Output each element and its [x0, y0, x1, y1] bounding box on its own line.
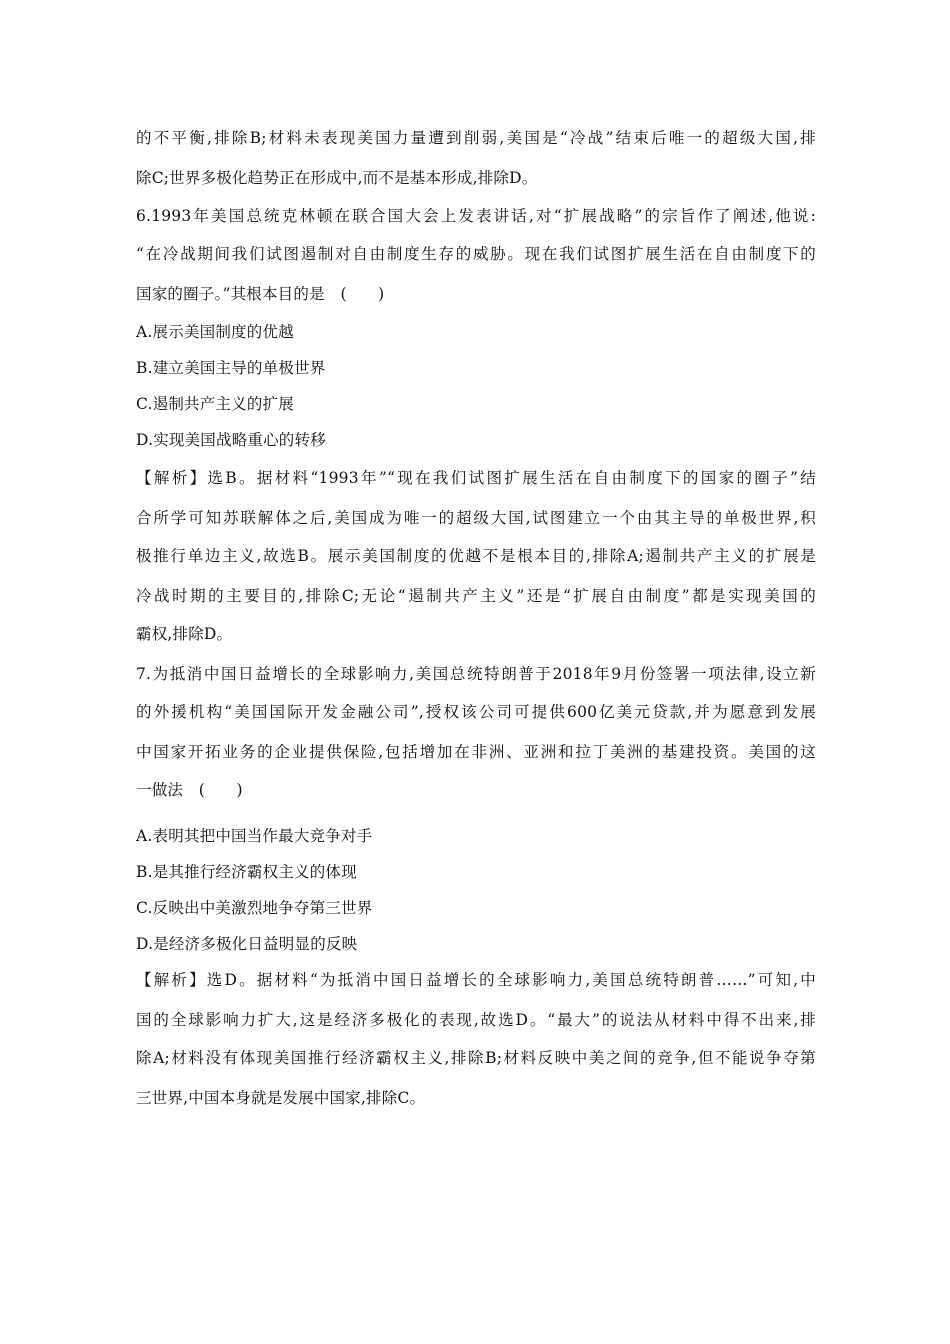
option-c: C.遏制共产主义的扩展 [136, 395, 294, 413]
text-line: 的不平衡,排除B;材料未表现美国力量遭到削弱,美国是“冷战”结束后唯一的超级大国,排 [136, 129, 816, 147]
analysis-7: 【解析】选D。据材料“为抵消中国日益增长的全球影响力,美国总统特朗普……”可知,中 [136, 971, 816, 989]
text-line: 三世界,中国本身就是发展中国家,排除C。 [136, 1089, 426, 1107]
analysis-6: 【解析】选B。据材料“1993年”“现在我们试图扩展生活在自由制度下的国家的圈子”结 [136, 469, 816, 487]
question-7-stem: 7.为抵消中国日益增长的全球影响力,美国总统特朗普于2018年9月份签署一项法律,设立新 [136, 665, 816, 683]
option-d: D.实现美国战略重心的转移 [136, 431, 326, 449]
question-6-stem: 6.1993年美国总统克林顿在联合国大会上发表讲话,对“扩展战略”的宗旨作了阐述,他说: [136, 207, 816, 225]
option-c: C.反映出中美激烈地争夺第三世界 [136, 899, 373, 917]
text-line: 除A;材料没有体现美国推行经济霸权主义,排除B;材料反映中美之间的竞争,但不能说争夺第 [136, 1049, 816, 1067]
option-b: B.是其推行经济霸权主义的体现 [136, 863, 357, 881]
text-line: 霸权,排除D。 [136, 625, 233, 643]
option-a: A.展示美国制度的优越 [136, 323, 294, 341]
text-line: 冷战时期的主要目的,排除C;无论“遏制共产主义”还是“扩展自由制度”都是实现美国的 [136, 587, 816, 605]
text-line: 国家的圈子。”其根本目的是 ( ) [136, 285, 385, 303]
option-d: D.是经济多极化日益明显的反映 [136, 935, 358, 953]
text-line: 的外援机构“美国国际开发金融公司”,授权该公司可提供600亿美元贷款,并为愿意到发展 [136, 703, 816, 721]
text-line: 国的全球影响力扩大,这是经济多极化的表现,故选D。“最大”的说法从材料中得不出来,排 [136, 1011, 816, 1029]
text-line: “在冷战期间我们试图遏制对自由制度生存的威胁。现在我们试图扩展生活在自由制度下的 [136, 245, 816, 263]
text-line: 除C;世界多极化趋势正在形成中,而不是基本形成,排除D。 [136, 169, 538, 187]
option-b: B.建立美国主导的单极世界 [136, 359, 326, 377]
text-line: 中国家开拓业务的企业提供保险,包括增加在非洲、亚洲和拉丁美洲的基建投资。美国的这 [136, 743, 816, 761]
text-line: 合所学可知苏联解体之后,美国成为唯一的超级大国,试图建立一个由其主导的单极世界,积 [136, 509, 816, 527]
text-line: 一做法 ( ) [136, 781, 243, 799]
option-a: A.表明其把中国当作最大竞争对手 [136, 827, 373, 845]
text-line: 极推行单边主义,故选B。展示美国制度的优越不是根本目的,排除A;遏制共产主义的扩展是 [136, 547, 816, 565]
